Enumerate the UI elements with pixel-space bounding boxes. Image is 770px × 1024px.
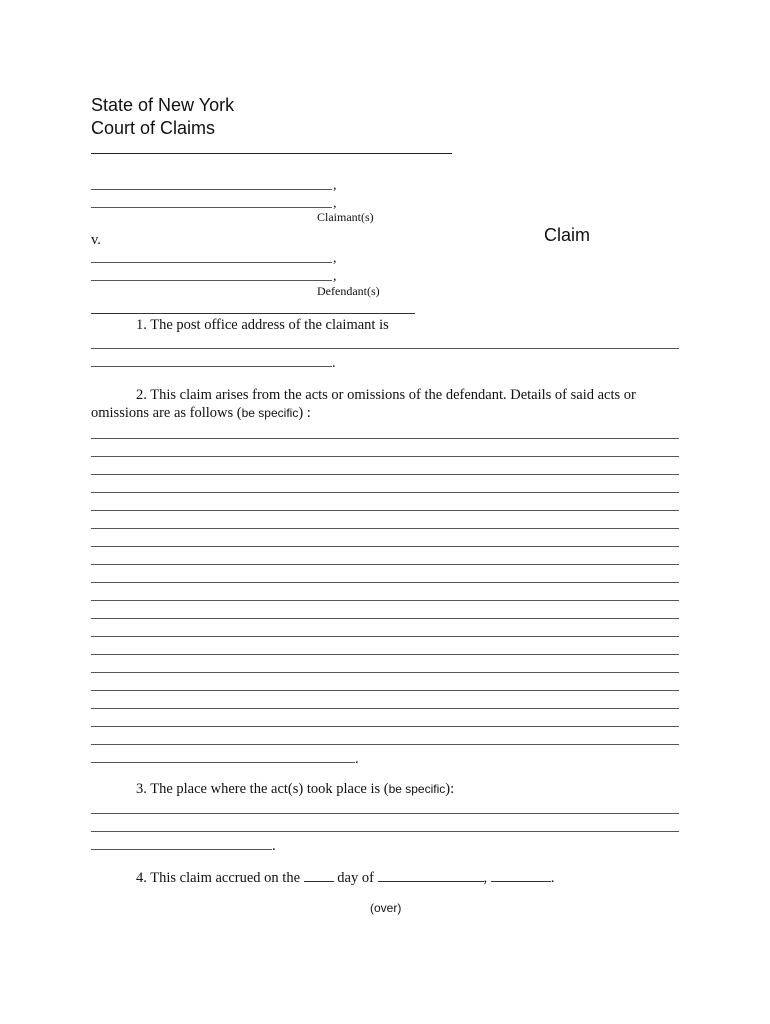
defendant-comma-1: , bbox=[333, 251, 337, 266]
section-1-text: 1. The post office address of the claimant is bbox=[136, 317, 389, 333]
details-line-12[interactable] bbox=[91, 636, 679, 637]
accrual-month-blank[interactable] bbox=[378, 869, 484, 882]
section-4-text bbox=[136, 869, 554, 887]
details-line-18[interactable] bbox=[91, 744, 679, 745]
section-2-text-b-end: ) : bbox=[298, 405, 311, 421]
details-line-16[interactable] bbox=[91, 708, 679, 709]
details-line-7[interactable] bbox=[91, 546, 679, 547]
address-period: . bbox=[332, 355, 336, 371]
place-line-3[interactable] bbox=[91, 849, 272, 850]
caption-rule bbox=[91, 313, 415, 314]
defendants-label: Defendant(s) bbox=[317, 284, 380, 298]
details-line-15[interactable] bbox=[91, 690, 679, 691]
section-4-text-start: 4. This claim accrued on the bbox=[136, 870, 301, 886]
accrual-day-blank[interactable] bbox=[304, 869, 334, 882]
address-line-2[interactable] bbox=[91, 366, 332, 367]
details-line-11[interactable] bbox=[91, 618, 679, 619]
details-line-2[interactable] bbox=[91, 456, 679, 457]
section-3-text-start: 3. The place where the act(s) took place is ( bbox=[136, 781, 389, 797]
details-line-10[interactable] bbox=[91, 600, 679, 601]
details-line-9[interactable] bbox=[91, 582, 679, 583]
details-period: . bbox=[355, 751, 359, 767]
place-period: . bbox=[272, 838, 276, 854]
details-line-5[interactable] bbox=[91, 510, 679, 511]
section-4-day-of: day of bbox=[337, 870, 374, 886]
defendant-comma-2: , bbox=[333, 269, 337, 284]
details-line-17[interactable] bbox=[91, 726, 679, 727]
section-2-text-a: 2. This claim arises from the acts or omissions of the defendant. Details of said acts or bbox=[136, 387, 636, 403]
section-2-text-b-start: omissions are as follows ( bbox=[91, 405, 242, 421]
details-line-14[interactable] bbox=[91, 672, 679, 673]
defendant-line-2[interactable] bbox=[91, 280, 332, 281]
accrual-year-blank[interactable] bbox=[491, 869, 551, 882]
state-heading: State of New York bbox=[91, 95, 235, 115]
claimant-comma-1: , bbox=[333, 178, 337, 193]
versus-text: v. bbox=[91, 232, 101, 248]
section-2-text-b bbox=[91, 404, 311, 422]
place-line-1[interactable] bbox=[91, 813, 679, 814]
section-3-be-specific: be specific bbox=[388, 782, 446, 796]
section-3-text-end: ): bbox=[445, 781, 455, 797]
section-3-text bbox=[136, 780, 454, 798]
place-line-2[interactable] bbox=[91, 831, 679, 832]
details-line-13[interactable] bbox=[91, 654, 679, 655]
details-line-6[interactable] bbox=[91, 528, 679, 529]
claimants-label: Claimant(s) bbox=[317, 210, 374, 224]
header-rule bbox=[91, 153, 452, 154]
details-line-3[interactable] bbox=[91, 474, 679, 475]
address-line-1[interactable] bbox=[91, 348, 679, 349]
section-2-be-specific: be specific bbox=[241, 406, 299, 420]
claimant-comma-2: , bbox=[333, 196, 337, 211]
court-heading: Court of Claims bbox=[91, 118, 216, 138]
defendant-line-1[interactable] bbox=[91, 262, 332, 263]
details-line-19[interactable] bbox=[91, 762, 355, 763]
details-line-8[interactable] bbox=[91, 564, 679, 565]
section-4-comma: , bbox=[483, 870, 488, 886]
section-4-period: . bbox=[550, 870, 555, 886]
claimant-line-1[interactable] bbox=[91, 189, 332, 190]
form-title: Claim bbox=[544, 225, 591, 245]
details-line-4[interactable] bbox=[91, 492, 679, 493]
details-line-1[interactable] bbox=[91, 438, 679, 439]
claimant-line-2[interactable] bbox=[91, 207, 332, 208]
over-note: (over) bbox=[370, 901, 402, 915]
